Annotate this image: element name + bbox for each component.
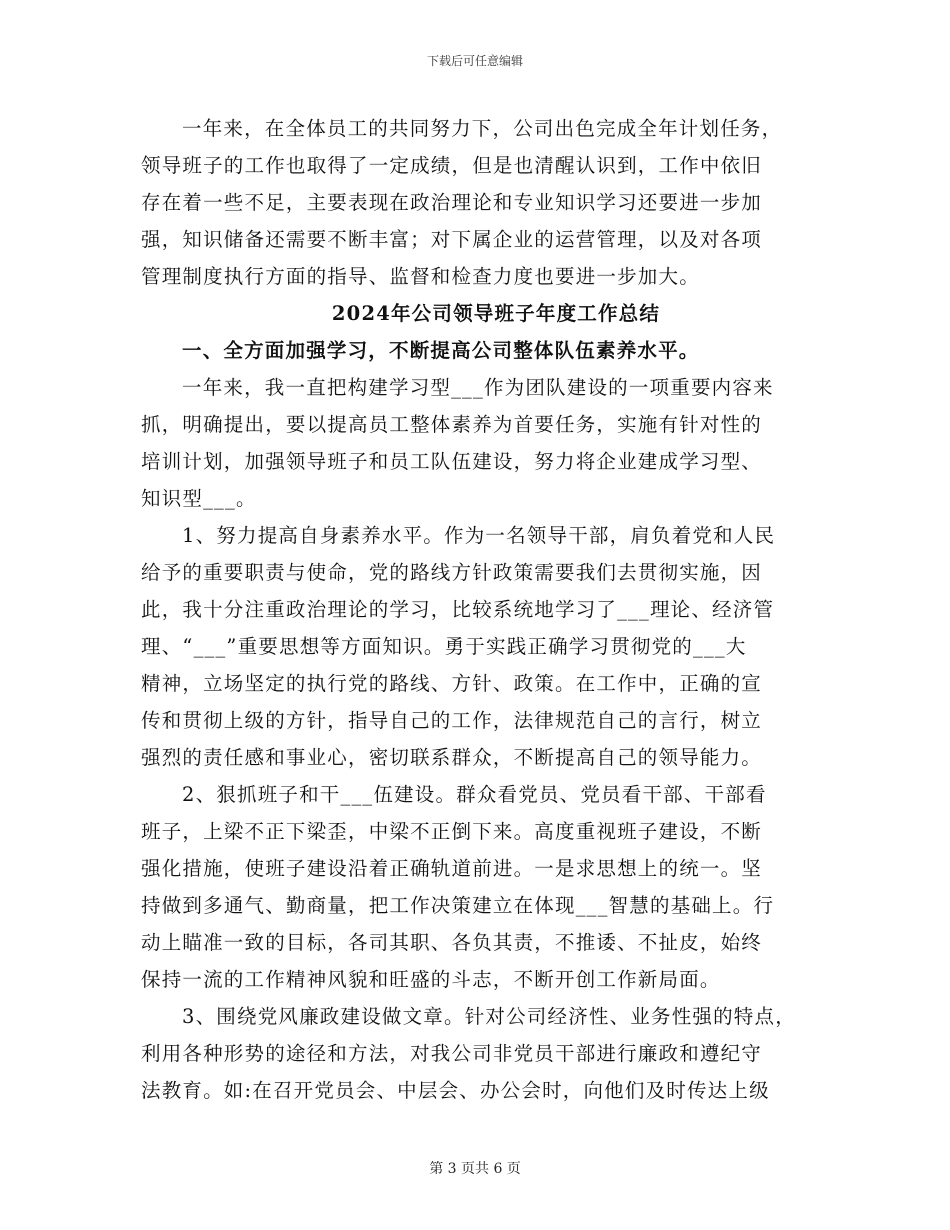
paragraph-line: 1、努力提高自身素养水平。作为一名领导干部，肩负着党和人民 bbox=[182, 524, 776, 547]
paragraph-line: 班子，上梁不正下梁歪，中梁不正倒下来。高度重视班子建设，不断 bbox=[141, 820, 763, 843]
paragraph-line: 传和贯彻上级的方针，指导自己的工作，法律规范自己的言行，树立 bbox=[141, 709, 763, 732]
paragraph-line: 强，知识储备还需要不断丰富；对下属企业的运营管理，以及对各项 bbox=[141, 228, 763, 251]
paragraph-line: 抓，明确提出，要以提高员工整体素养为首要任务，实施有针对性的 bbox=[141, 413, 763, 436]
paragraph-line: 利用各种形势的途径和方法，对我公司非党员干部进行廉政和遵纪守 bbox=[141, 1042, 763, 1065]
paragraph-line: 一年来，在全体员工的共同努力下，公司出色完成全年计划任务， bbox=[182, 117, 783, 140]
paragraph-line: 强烈的责任感和事业心，密切联系群众，不断提高自己的领导能力。 bbox=[141, 746, 763, 769]
paragraph-line: 管理制度执行方面的指导、监督和检查力度也要进一步加大。 bbox=[141, 265, 700, 288]
paragraph-line: 2、狠抓班子和干___伍建设。群众看党员、党员看干部、干部看 bbox=[182, 783, 767, 806]
paragraph-line: 3、围绕党风廉政建设做文章。针对公司经济性、业务性强的特点， bbox=[182, 1005, 796, 1028]
paragraph-line: 法教育。如:在召开党员会、中层会、办公会时，向他们及时传达上级 bbox=[141, 1079, 770, 1102]
paragraph-line: 存在着一些不足，主要表现在政治理论和专业知识学习还要进一步加 bbox=[141, 191, 763, 214]
paragraph-line: 理、“___”重要思想等方面知识。勇于实践正确学习贯彻党的___大 bbox=[141, 635, 747, 658]
page-footer: 第 3 页共 6 页 bbox=[429, 1161, 521, 1177]
paragraph-line: 知识型___。 bbox=[141, 487, 257, 510]
paragraph-line: 动上瞄准一致的目标，各司其职、各负其责，不推诿、不扯皮，始终 bbox=[141, 931, 763, 954]
paragraph-line: 给予的重要职责与使命，党的路线方针政策需要我们去贯彻实施，因 bbox=[141, 561, 763, 584]
section-heading: 一、全方面加强学习，不断提高公司整体队伍素养水平。 bbox=[182, 339, 700, 362]
paragraph-line: 一年来，我一直把构建学习型___作为团队建设的一项重要内容来 bbox=[182, 376, 774, 399]
page-header: 下载后可任意编辑 bbox=[426, 54, 523, 68]
paragraph-line: 精神，立场坚定的执行党的路线、方针、政策。在工作中，正确的宣 bbox=[141, 672, 763, 695]
paragraph-line: 强化措施，使班子建设沿着正确轨道前进。一是求思想上的统一。坚 bbox=[141, 857, 763, 880]
paragraph-line: 领导班子的工作也取得了一定成绩，但是也清醒认识到，工作中依旧 bbox=[141, 154, 763, 177]
paragraph-line: 此，我十分注重政治理论的学习，比较系统地学习了___理论、经济管 bbox=[141, 598, 775, 621]
paragraph-line: 培训计划，加强领导班子和员工队伍建设，努力将企业建成学习型、 bbox=[141, 450, 763, 473]
document-title: 2024年公司领导班子年度工作总结 bbox=[331, 302, 661, 325]
document-body bbox=[141, 110, 821, 1109]
paragraph-line: 持做到多通气、勤商量，把工作决策建立在体现___智慧的基础上。行 bbox=[141, 894, 775, 917]
paragraph-line: 保持一流的工作精神风貌和旺盛的斗志，不断开创工作新局面。 bbox=[141, 968, 721, 991]
